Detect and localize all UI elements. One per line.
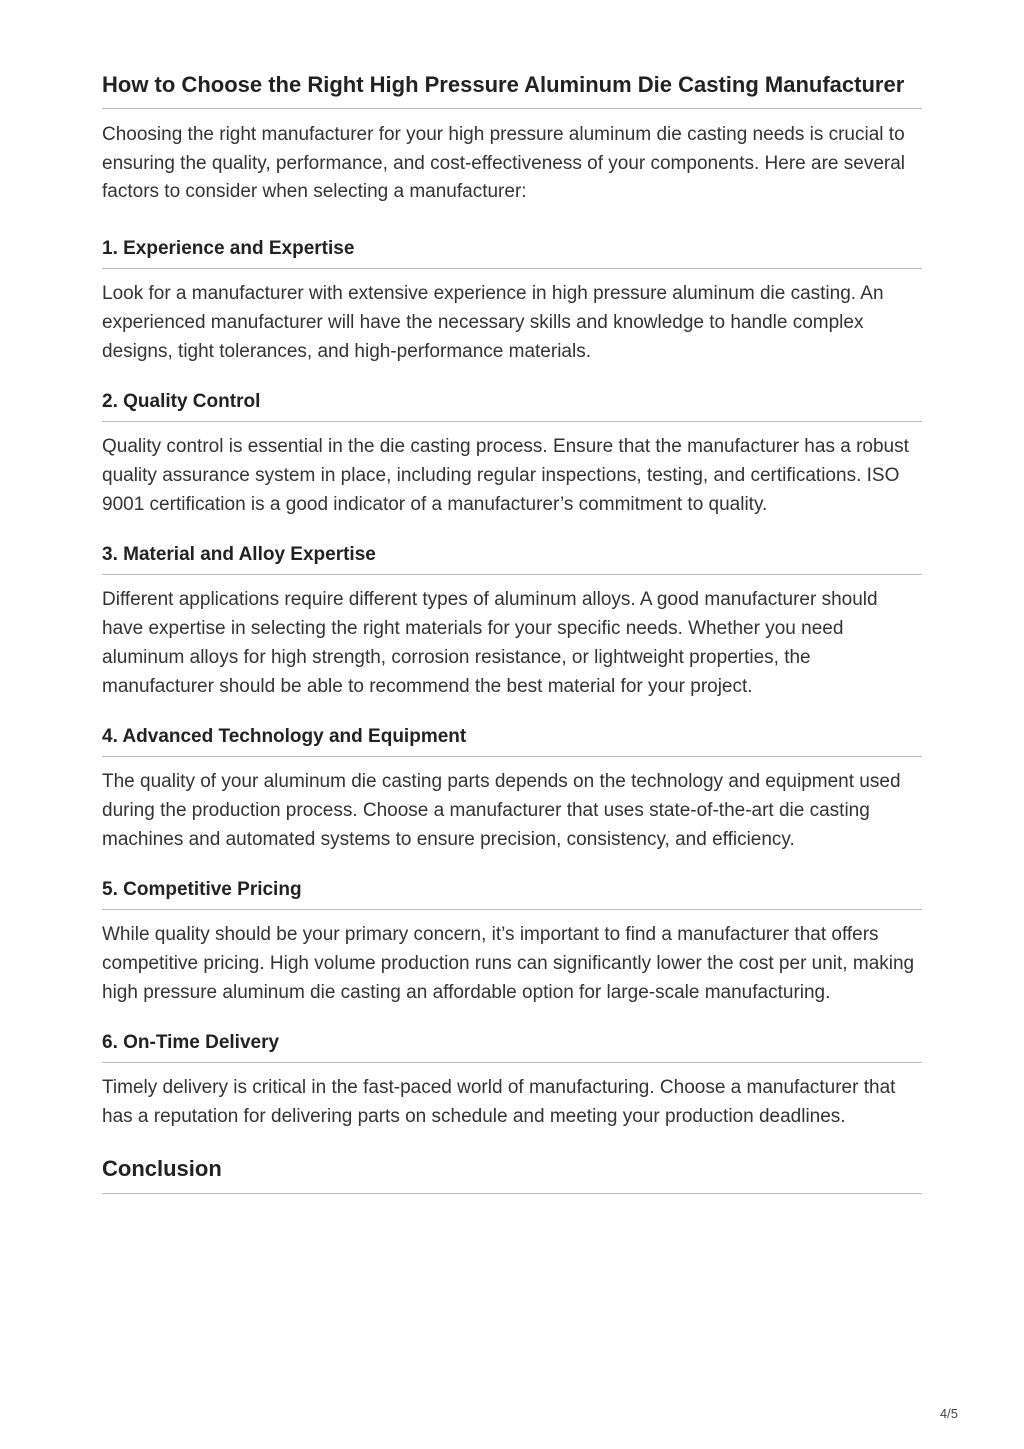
section-body: Look for a manufacturer with extensive experience in high pressure aluminum die casting. An experienced manufacturer will have the necessary skills and knowledge to handle complex designs, tight tolerances, and high-performance materials. (102, 282, 884, 362)
conclusion-heading: Conclusion (102, 1155, 922, 1194)
section-heading: 1. Experience and Expertise (102, 237, 922, 269)
section-material-alloy (102, 543, 922, 701)
section-technology (102, 725, 922, 854)
section-experience (102, 237, 922, 366)
section-heading: 6. On-Time Delivery (102, 1031, 922, 1063)
section-delivery (102, 1031, 922, 1131)
section-body: Different applications require different types of aluminum alloys. A good manufacturer should have expertise in selecting the right materials for your specific needs. Whether you need aluminum alloys for high strength, corrosion resistance, or lightweight properties, the manufacturer should be able to recommend the best material for your project. (102, 588, 878, 697)
page-number: 4/5 (939, 1406, 958, 1421)
section-body: Quality control is essential in the die casting process. Ensure that the manufacturer has a robust quality assurance system in place, including regular inspections, testing, and certifications. ISO 9001 certification is a good indicator of a manufacturer’s commitment to quality. (102, 435, 909, 515)
section-heading: 3. Material and Alloy Expertise (102, 543, 922, 575)
document-page (102, 71, 922, 1194)
section-body: The quality of your aluminum die casting parts depends on the technology and equipment used during the production process. Choose a manufacturer that uses state-of-the-art die casting machines and automated systems to ensure precision, consistency, and efficiency. (102, 770, 901, 850)
section-body: While quality should be your primary concern, it’s important to find a manufacturer that offers competitive pricing. High volume production runs can significantly lower the cost per unit, making high pressure aluminum die casting an affordable option for large-scale manufacturing. (102, 923, 915, 1003)
section-heading: 4. Advanced Technology and Equipment (102, 725, 922, 757)
section-body: Timely delivery is critical in the fast-paced world of manufacturing. Choose a manufacturer that has a reputation for delivering parts on schedule and meeting your production deadlines. (102, 1076, 896, 1127)
section-heading: 5. Competitive Pricing (102, 878, 922, 910)
section-pricing (102, 878, 922, 1007)
section-quality-control (102, 390, 922, 519)
page-title: How to Choose the Right High Pressure Aluminum Die Casting Manufacturer (102, 71, 922, 109)
intro-paragraph: Choosing the right manufacturer for your high pressure aluminum die casting needs is crucial to ensuring the quality, performance, and cost-effectiveness of your components. Here are several factors to consider when selecting a manufacturer: (102, 124, 906, 202)
section-heading: 2. Quality Control (102, 390, 922, 422)
